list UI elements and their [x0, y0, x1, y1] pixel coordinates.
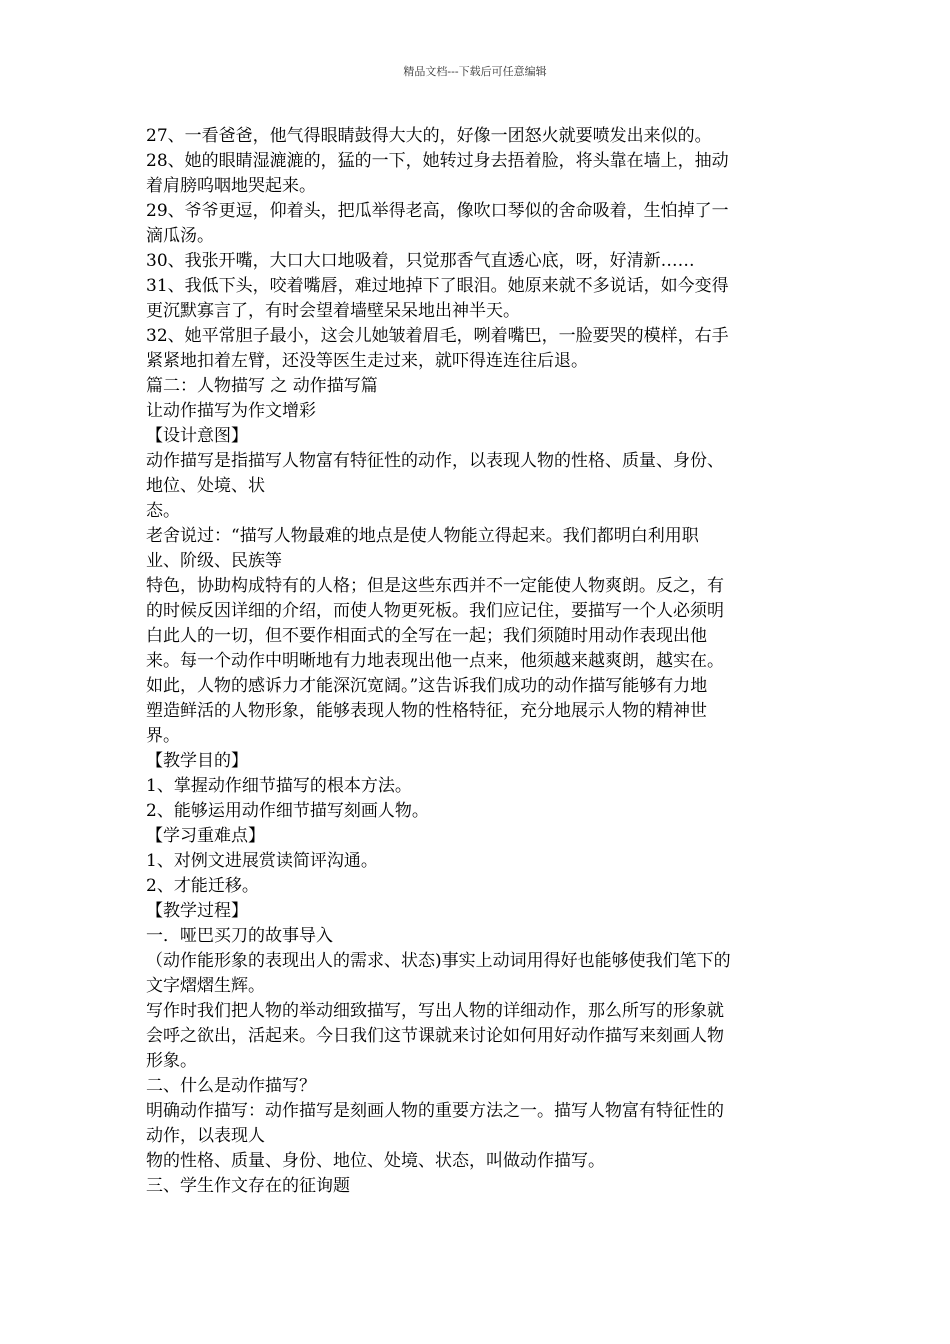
text-line: 2、才能迁移。 [146, 876, 259, 896]
text-line: 29、爷爷更逗，仰着头，把瓜举得老高，像吹口琴似的舍命吸着，生怕掉了一 [146, 201, 729, 221]
text-line: 2、能够运用动作细节描写刻画人物。 [146, 801, 429, 821]
text-line: 三、学生作文存在的征询题 [146, 1176, 350, 1196]
text-line: 二、什么是动作描写？ [146, 1076, 316, 1096]
text-line: 篇二：人物描写 之 动作描写篇 [146, 376, 378, 396]
text-line: 【设计意图】 [146, 426, 248, 446]
text-line: 【教学目的】 [146, 751, 248, 771]
text-line: 【教学过程】 [146, 901, 248, 921]
text-line: 动作描写是指描写人物富有特征性的动作，以表现人物的性格、质量、身份、 [146, 451, 724, 471]
text-line: 滴瓜汤。 [146, 226, 214, 246]
text-line: 28、她的眼睛湿漉漉的，猛的一下，她转过身去捂着脸，将头靠在墙上，抽动 [146, 151, 729, 171]
page-header: 精品文档---下载后可任意编辑 [403, 65, 547, 78]
text-line: 塑造鲜活的人物形象，能够表现人物的性格特征，充分地展示人物的精神世 [146, 701, 707, 721]
text-line: 31、我低下头，咬着嘴唇，难过地掉下了眼泪。她原来就不多说话，如今变得 [146, 276, 729, 296]
text-line: 32、她平常胆子最小，这会儿她皱着眉毛，咧着嘴巴，一脸要哭的模样，右手 [146, 326, 729, 346]
text-line: 老舍说过：“描写人物最难的地点是使人物能立得起来。我们都明白利用职 [146, 526, 699, 546]
text-line: 着肩膀呜咽地哭起来。 [146, 176, 316, 196]
text-line: 界。 [146, 726, 180, 746]
text-line: 明确动作描写：动作描写是刻画人物的重要方法之一。描写人物富有特征性的 [146, 1101, 724, 1121]
text-line: 紧紧地扣着左臂，还没等医生走过来，就吓得连连往后退。 [146, 351, 588, 371]
text-line: （动作能形象的表现出人的需求、状态)事实上动词用得好也能够使我们笔下的 [146, 951, 731, 971]
text-line: 特色，协助构成特有的人格；但是这些东西并不一定能使人物爽朗。反之，有 [146, 576, 724, 596]
text-line: 会呼之欲出，活起来。今日我们这节课就来讨论如何用好动作描写来刻画人物 [146, 1026, 724, 1046]
text-line: 【学习重难点】 [146, 826, 265, 846]
text-line: 地位、处境、状 [146, 476, 265, 496]
text-line: 27、一看爸爸，他气得眼睛鼓得大大的，好像一团怒火就要喷发出来似的。 [146, 126, 712, 146]
text-line: 30、我张开嘴，大口大口地吸着，只觉那香气直透心底，呀，好清新…… [146, 251, 695, 271]
text-line: 的时候反因详细的介绍，而使人物更死板。我们应记住，要描写一个人必须明 [146, 601, 724, 621]
text-line: 文字熠熠生辉。 [146, 976, 265, 996]
text-line: 物的性格、质量、身份、地位、处境、状态，叫做动作描写。 [146, 1151, 605, 1171]
text-line: 来。每一个动作中明晰地有力地表现出他一点来，他须越来越爽朗，越实在。 [146, 651, 724, 671]
text-line: 形象。 [146, 1051, 197, 1071]
text-line: 1、掌握动作细节描写的根本方法。 [146, 776, 412, 796]
text-line: 态。 [146, 501, 180, 521]
text-line: 如此，人物的感诉力才能深沉宽阔。”这告诉我们成功的动作描写能够有力地 [146, 676, 708, 696]
text-line: 业、阶级、民族等 [146, 551, 282, 571]
document-body [146, 124, 808, 1199]
text-line: 白此人的一切，但不要作相面式的全写在一起；我们须随时用动作表现出他 [146, 626, 707, 646]
text-line: 1、对例文进展赏读简评沟通。 [146, 851, 378, 871]
text-line: 写作时我们把人物的举动细致描写，写出人物的详细动作，那么所写的形象就 [146, 1001, 724, 1021]
text-line: 一．哑巴买刀的故事导入 [146, 926, 333, 946]
text-line: 更沉默寡言了，有时会望着墙壁呆呆地出神半天。 [146, 301, 520, 321]
text-line: 动作，以表现人 [146, 1126, 265, 1146]
text-line: 让动作描写为作文增彩 [146, 401, 316, 421]
